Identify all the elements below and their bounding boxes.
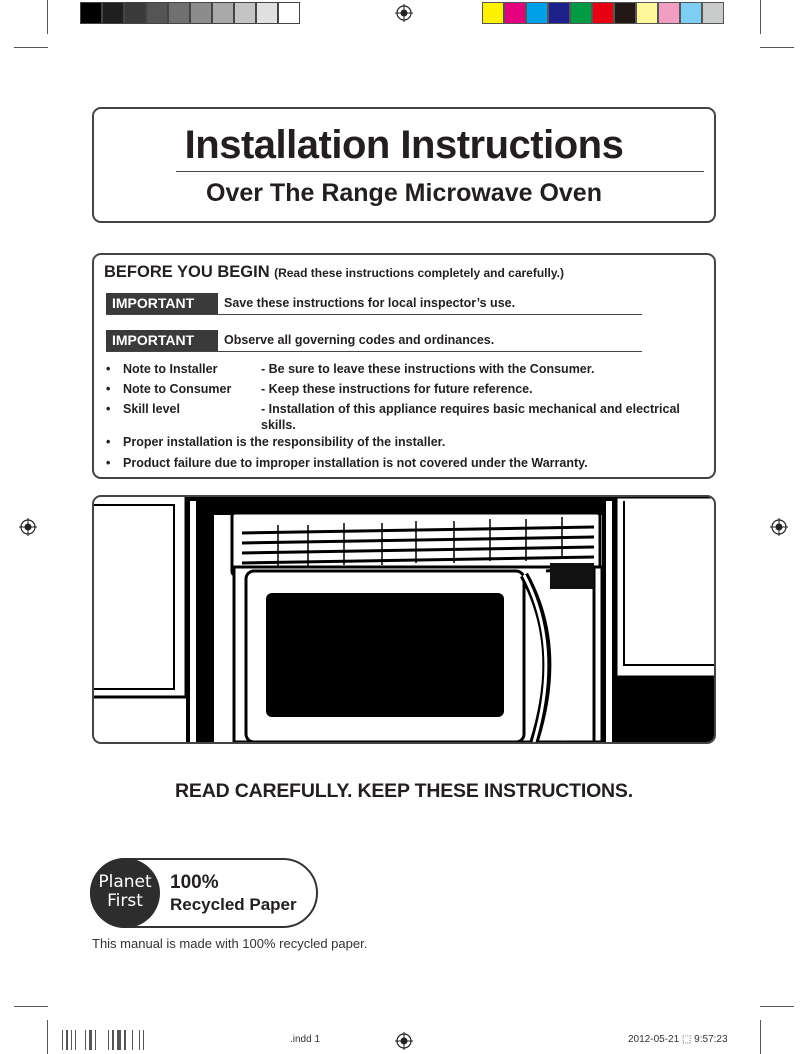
note-label: Note to Consumer [123, 382, 232, 396]
color-swatch [658, 2, 680, 24]
color-swatch [234, 2, 256, 24]
badge-label: Recycled Paper [170, 895, 297, 914]
color-swatch [702, 2, 724, 24]
color-swatch [636, 2, 658, 24]
logo-line: First [107, 891, 143, 911]
important-tag: IMPORTANT [106, 330, 218, 351]
important-row [106, 293, 642, 315]
registration-mark-icon [395, 1032, 413, 1050]
note-text: Product failure due to improper installation is not covered under the Warranty. [123, 456, 588, 470]
color-swatch [256, 2, 278, 24]
logo-line: Planet [98, 872, 152, 892]
before-heading-title: BEFORE YOU BEGIN [104, 263, 270, 281]
color-swatch [548, 2, 570, 24]
recycled-paper-badge [90, 858, 318, 928]
planet-first-logo [90, 858, 160, 928]
color-swatch [680, 2, 702, 24]
color-swatch [212, 2, 234, 24]
illustration-box [92, 495, 716, 744]
footer-date: 2012-05-21 ⬚ 9:57:23 [628, 1034, 728, 1045]
color-swatch [278, 2, 300, 24]
bullet: • [106, 402, 111, 416]
color-swatch [190, 2, 212, 24]
color-swatch [146, 2, 168, 24]
barcode-bar [143, 1030, 144, 1050]
color-swatch [168, 2, 190, 24]
badge-percent: 100% [170, 872, 219, 893]
crop-mark [760, 1006, 794, 1007]
note-text: Proper installation is the responsibility of the installer. [123, 435, 446, 449]
color-swatch [102, 2, 124, 24]
color-swatch [614, 2, 636, 24]
footer-barcode [62, 1030, 144, 1050]
page-subtitle: Over The Range Microwave Oven [206, 179, 602, 207]
bullet: • [106, 362, 111, 376]
before-heading [104, 263, 564, 282]
color-swatch [80, 2, 102, 24]
microwave-oven-illustration-icon [94, 497, 714, 742]
before-heading-note: (Read these instructions completely and carefully.) [274, 266, 564, 280]
note-description: - Installation of this appliance requires basic mechanical and electrical skills. [261, 402, 680, 432]
before-you-begin-box [92, 253, 716, 479]
bullet: • [106, 382, 111, 396]
color-swatch [592, 2, 614, 24]
gray-swatch-strip [80, 2, 300, 24]
crop-mark [14, 1006, 48, 1007]
important-text: Save these instructions for local inspector’s use. [224, 296, 516, 310]
crop-mark [47, 0, 48, 34]
color-swatch-strip [482, 2, 724, 24]
crop-mark [47, 1020, 48, 1054]
registration-mark-icon [770, 518, 788, 536]
crop-mark [14, 47, 48, 48]
title-divider [176, 171, 704, 172]
page-title: Installation Instructions [184, 123, 624, 167]
recycled-note: This manual is made with 100% recycled paper. [92, 936, 368, 951]
note-description: - Keep these instructions for future reference. [261, 382, 533, 396]
bullet: • [106, 435, 111, 449]
read-carefully-heading: READ CAREFULLY. KEEP THESE INSTRUCTIONS. [175, 780, 633, 802]
note-description: - Be sure to leave these instructions with the Consumer. [261, 362, 595, 376]
registration-mark-icon [395, 4, 413, 22]
note-label: Note to Installer [123, 362, 218, 376]
color-swatch [482, 2, 504, 24]
important-tag: IMPORTANT [106, 293, 218, 314]
crop-mark [760, 1020, 761, 1054]
color-swatch [504, 2, 526, 24]
bullet: • [106, 456, 111, 470]
note-label: Skill level [123, 402, 180, 416]
color-swatch [526, 2, 548, 24]
crop-mark [760, 0, 761, 34]
important-text: Observe all governing codes and ordinances. [224, 333, 495, 347]
important-row [106, 330, 642, 352]
crop-mark [760, 47, 794, 48]
footer-file-name: .indd 1 [290, 1034, 321, 1045]
title-box [92, 107, 716, 223]
color-swatch [124, 2, 146, 24]
registration-mark-icon [19, 518, 37, 536]
color-swatch [570, 2, 592, 24]
